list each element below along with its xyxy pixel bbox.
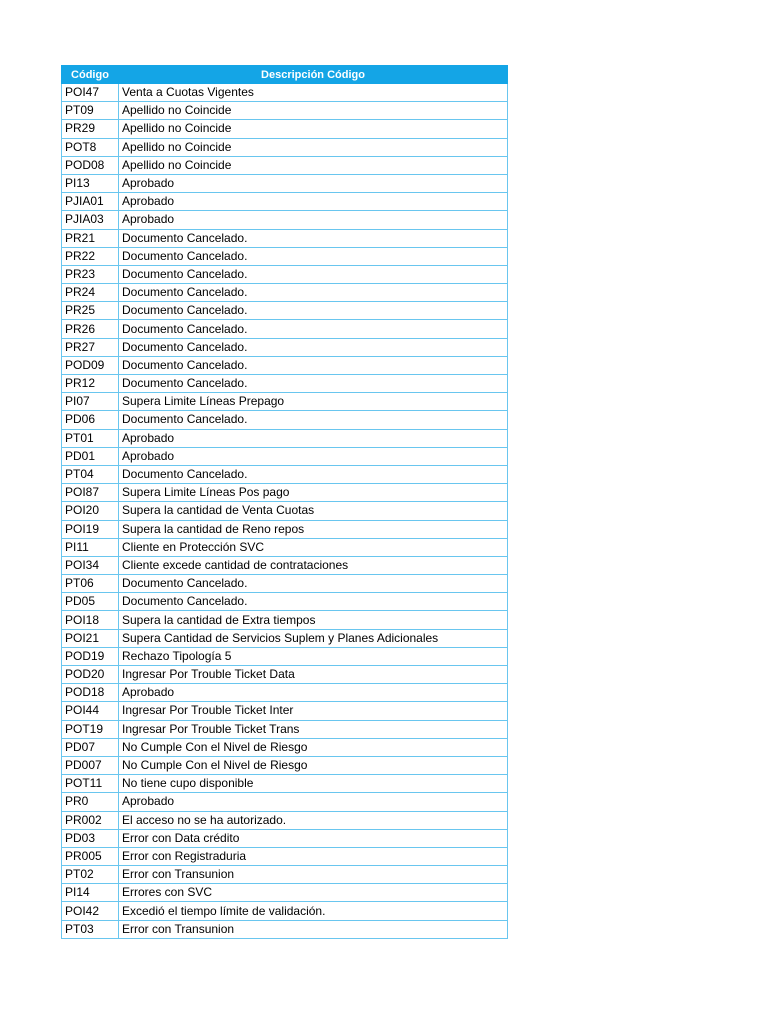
cell-code: POD20 — [62, 666, 119, 684]
cell-description: Documento Cancelado. — [119, 411, 508, 429]
cell-description: No Cumple Con el Nivel de Riesgo — [119, 756, 508, 774]
cell-code: PD05 — [62, 593, 119, 611]
cell-code: POI20 — [62, 502, 119, 520]
cell-code: PR27 — [62, 338, 119, 356]
cell-description: Aprobado — [119, 793, 508, 811]
table-row — [62, 920, 508, 938]
table-row — [62, 211, 508, 229]
cell-code: PT06 — [62, 575, 119, 593]
table-row — [62, 756, 508, 774]
table-row — [62, 666, 508, 684]
cell-description: Supera Limite Líneas Pos pago — [119, 484, 508, 502]
cell-description: Venta a Cuotas Vigentes — [119, 84, 508, 102]
cell-description: Error con Registraduria — [119, 847, 508, 865]
cell-description: Excedió el tiempo límite de validación. — [119, 902, 508, 920]
cell-code: PJIA03 — [62, 211, 119, 229]
cell-code: POI47 — [62, 84, 119, 102]
cell-code: POI42 — [62, 902, 119, 920]
table-row — [62, 247, 508, 265]
cell-code: POD09 — [62, 356, 119, 374]
cell-code: PR26 — [62, 320, 119, 338]
cell-code: PI07 — [62, 393, 119, 411]
cell-description: Apellido no Coincide — [119, 120, 508, 138]
cell-code: PD007 — [62, 756, 119, 774]
cell-code: PR25 — [62, 302, 119, 320]
table-row — [62, 320, 508, 338]
cell-description: Cliente excede cantidad de contrataciones — [119, 556, 508, 574]
table-row — [62, 538, 508, 556]
table-row — [62, 447, 508, 465]
cell-description: No tiene cupo disponible — [119, 775, 508, 793]
table-row — [62, 684, 508, 702]
cell-description: Apellido no Coincide — [119, 156, 508, 174]
table-row — [62, 702, 508, 720]
cell-code: POI34 — [62, 556, 119, 574]
cell-description: Apellido no Coincide — [119, 138, 508, 156]
cell-description: Aprobado — [119, 447, 508, 465]
cell-code: PR22 — [62, 247, 119, 265]
cell-description: Error con Data crédito — [119, 829, 508, 847]
table-row — [62, 356, 508, 374]
table-row — [62, 902, 508, 920]
cell-code: POD19 — [62, 647, 119, 665]
table-row — [62, 793, 508, 811]
cell-description: Aprobado — [119, 211, 508, 229]
cell-code: PT02 — [62, 866, 119, 884]
table-row — [62, 411, 508, 429]
cell-description: Supera la cantidad de Extra tiempos — [119, 611, 508, 629]
cell-code: PJIA01 — [62, 193, 119, 211]
cell-description: Documento Cancelado. — [119, 356, 508, 374]
table-row — [62, 465, 508, 483]
cell-description: Rechazo Tipología 5 — [119, 647, 508, 665]
cell-code: PT01 — [62, 429, 119, 447]
cell-description: Documento Cancelado. — [119, 284, 508, 302]
table-row — [62, 647, 508, 665]
table-row — [62, 611, 508, 629]
cell-code: POT19 — [62, 720, 119, 738]
cell-description: Supera Limite Líneas Prepago — [119, 393, 508, 411]
table-row — [62, 556, 508, 574]
cell-description: Documento Cancelado. — [119, 302, 508, 320]
cell-description: Aprobado — [119, 174, 508, 192]
table-row — [62, 393, 508, 411]
table-row — [62, 284, 508, 302]
table-row — [62, 629, 508, 647]
cell-code: PR12 — [62, 375, 119, 393]
cell-description: Supera la cantidad de Reno repos — [119, 520, 508, 538]
table-row — [62, 775, 508, 793]
cell-description: Errores con SVC — [119, 884, 508, 902]
cell-code: PI11 — [62, 538, 119, 556]
cell-code: PD03 — [62, 829, 119, 847]
table-row — [62, 174, 508, 192]
cell-code: PR24 — [62, 284, 119, 302]
cell-description: El acceso no se ha autorizado. — [119, 811, 508, 829]
table-row — [62, 575, 508, 593]
codes-table — [61, 65, 508, 939]
table-row — [62, 866, 508, 884]
table-row — [62, 229, 508, 247]
table-row — [62, 302, 508, 320]
cell-code: PI13 — [62, 174, 119, 192]
table-row — [62, 138, 508, 156]
table-row — [62, 484, 508, 502]
table-row — [62, 502, 508, 520]
cell-code: PT04 — [62, 465, 119, 483]
cell-code: PI14 — [62, 884, 119, 902]
table-row — [62, 884, 508, 902]
cell-code: POI44 — [62, 702, 119, 720]
cell-code: POI18 — [62, 611, 119, 629]
table-body — [62, 84, 508, 939]
cell-description: Ingresar Por Trouble Ticket Trans — [119, 720, 508, 738]
cell-code: PT09 — [62, 102, 119, 120]
cell-description: Ingresar Por Trouble Ticket Inter — [119, 702, 508, 720]
cell-code: POI21 — [62, 629, 119, 647]
cell-description: Documento Cancelado. — [119, 320, 508, 338]
cell-code: POI87 — [62, 484, 119, 502]
cell-code: PR005 — [62, 847, 119, 865]
cell-code: PR002 — [62, 811, 119, 829]
cell-description: Ingresar Por Trouble Ticket Data — [119, 666, 508, 684]
cell-description: Documento Cancelado. — [119, 375, 508, 393]
table-row — [62, 811, 508, 829]
cell-description: Documento Cancelado. — [119, 575, 508, 593]
cell-description: Apellido no Coincide — [119, 102, 508, 120]
cell-description: Cliente en Protección SVC — [119, 538, 508, 556]
cell-code: PR23 — [62, 265, 119, 283]
cell-code: PD06 — [62, 411, 119, 429]
header-descripcion: Descripción Código — [119, 66, 508, 84]
cell-description: Aprobado — [119, 429, 508, 447]
table-row — [62, 265, 508, 283]
table-row — [62, 375, 508, 393]
table-row — [62, 338, 508, 356]
table-row — [62, 193, 508, 211]
cell-code: POT8 — [62, 138, 119, 156]
cell-description: Aprobado — [119, 193, 508, 211]
cell-description: Documento Cancelado. — [119, 265, 508, 283]
table-row — [62, 429, 508, 447]
cell-description: Documento Cancelado. — [119, 229, 508, 247]
table-row — [62, 156, 508, 174]
table-row — [62, 829, 508, 847]
cell-description: Aprobado — [119, 684, 508, 702]
table-row — [62, 738, 508, 756]
cell-code: PR29 — [62, 120, 119, 138]
cell-code: PD01 — [62, 447, 119, 465]
cell-code: POD18 — [62, 684, 119, 702]
cell-code: PR0 — [62, 793, 119, 811]
cell-description: Documento Cancelado. — [119, 593, 508, 611]
cell-description: No Cumple Con el Nivel de Riesgo — [119, 738, 508, 756]
cell-description: Documento Cancelado. — [119, 247, 508, 265]
table-row — [62, 120, 508, 138]
cell-code: PD07 — [62, 738, 119, 756]
cell-description: Error con Transunion — [119, 866, 508, 884]
cell-code: POT11 — [62, 775, 119, 793]
cell-description: Documento Cancelado. — [119, 465, 508, 483]
table-row — [62, 520, 508, 538]
cell-code: POI19 — [62, 520, 119, 538]
cell-description: Documento Cancelado. — [119, 338, 508, 356]
cell-description: Supera Cantidad de Servicios Suplem y Planes Adicionales — [119, 629, 508, 647]
cell-code: PT03 — [62, 920, 119, 938]
header-row — [62, 66, 508, 84]
table-row — [62, 720, 508, 738]
cell-description: Error con Transunion — [119, 920, 508, 938]
table-row — [62, 593, 508, 611]
header-codigo: Código — [62, 66, 119, 84]
cell-description: Supera la cantidad de Venta Cuotas — [119, 502, 508, 520]
cell-code: PR21 — [62, 229, 119, 247]
table-row — [62, 102, 508, 120]
table-row — [62, 84, 508, 102]
table-row — [62, 847, 508, 865]
cell-code: POD08 — [62, 156, 119, 174]
